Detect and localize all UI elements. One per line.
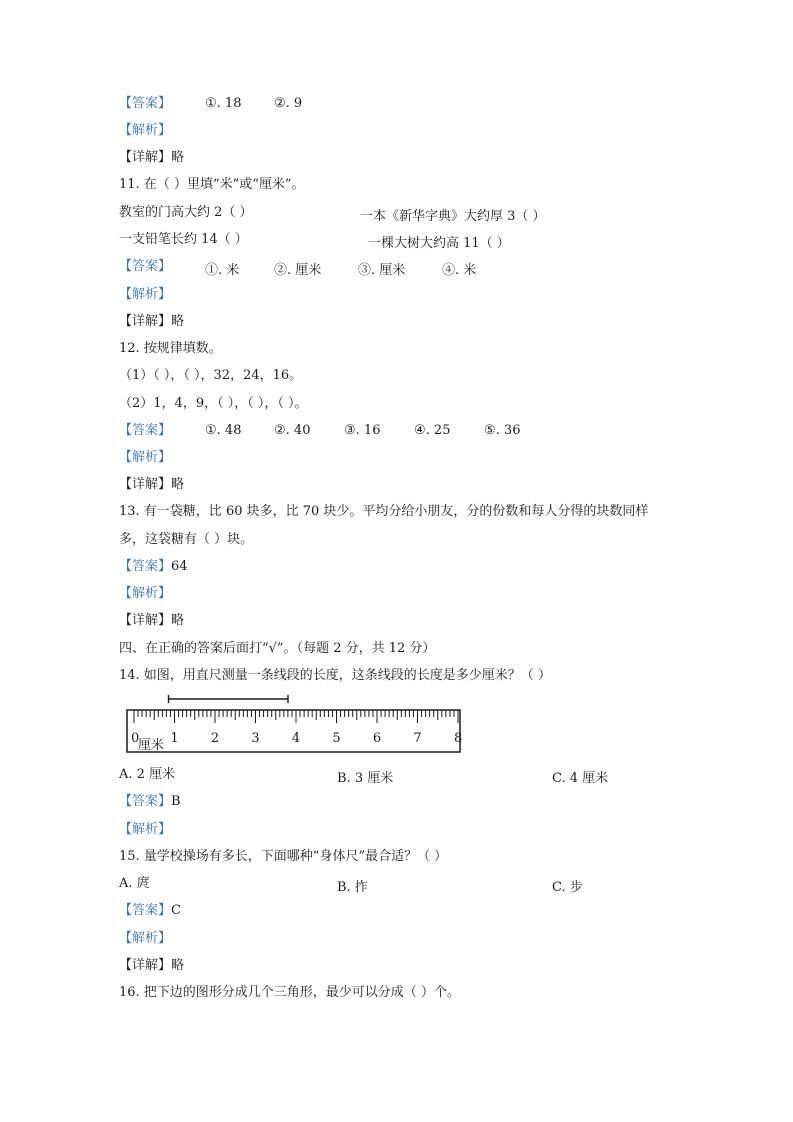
q12-stem: 12. 按规律填数。 (119, 341, 222, 356)
q13-answer: 64 (171, 559, 188, 574)
q15-option-a[interactable]: A. 庹 (119, 876, 150, 891)
q13-line2: 多，这袋糖有（ ）块。 (119, 532, 254, 547)
q14-analysis: 【解析】 (119, 822, 172, 837)
q15-answer: C (171, 903, 181, 918)
q11-row1-right: 一本《新华字典》大约厚 3（ ） (360, 209, 546, 224)
q11-analysis: 【解析】 (119, 287, 172, 302)
ruler-unit-label: 厘米 (138, 738, 165, 753)
q10-answer-row (119, 96, 171, 112)
q11-row2-right: 一棵大树大约高 11（ ） (368, 236, 510, 251)
q15-option-c[interactable]: C. 步 (552, 880, 583, 895)
q11-answer-4: ④. 米 (442, 263, 477, 278)
q16-stem: 16. 把下边的图形分成几个三角形，最少可以分成（ ）个。 (119, 985, 460, 1000)
answer-tag: 【答案】 (119, 96, 172, 111)
q10-detail: 【详解】略 (119, 150, 185, 165)
q13-analysis: 【解析】 (119, 586, 172, 601)
q11-answer-2: ②. 厘米 (274, 263, 322, 278)
q14-option-c[interactable]: C. 4 厘米 (552, 771, 609, 786)
q10-analysis: 【解析】 (119, 123, 172, 138)
q14-option-b[interactable]: B. 3 厘米 (337, 771, 394, 786)
q15-detail: 【详解】略 (119, 958, 185, 973)
q12-answer-4: ④. 25 (414, 423, 451, 438)
ruler-label-0: 0 (131, 731, 140, 746)
q12-part2: （2）1，4，9，（ ），（ ），（ ）。 (119, 396, 308, 411)
q15-stem: 15. 量学校操场有多长，下面哪种“身体尺”最合适？（ ） (119, 849, 448, 864)
q10-answer-1: ①. 18 (205, 96, 242, 111)
q12-part1: （1）（ ），（ ），32，24，16。 (119, 368, 303, 383)
ruler-label-8: 8 (454, 731, 463, 746)
ruler-label-2: 2 (210, 731, 220, 746)
ruler-label-4: 4 (291, 731, 301, 746)
q12-answer-row: 【答案】 (119, 423, 172, 438)
q12-detail: 【详解】略 (119, 477, 185, 492)
q13-line1: 13. 有一袋糖，比 60 块多，比 70 块少。平均分给小朋友，分的份数和每人分得的块数同样 (119, 504, 649, 519)
ruler-label-3: 3 (251, 731, 260, 746)
q11-stem: 11. 在（ ）里填“米”或“厘米”。 (119, 177, 305, 192)
ruler-label-6: 6 (372, 731, 382, 746)
q14-answer-row: 【答案】B (119, 794, 181, 809)
q14-option-a[interactable]: A. 2 厘米 (119, 767, 176, 782)
section-4-heading: 四、在正确的答案后面打“√”。（每题 2 分，共 12 分） (119, 641, 436, 656)
q11-answer-3: ③. 厘米 (358, 263, 406, 278)
q12-analysis: 【解析】 (119, 450, 172, 465)
q10-answer-2: ②. 9 (274, 96, 303, 111)
q12-answer-5: ⑤. 36 (484, 423, 521, 438)
q11-detail: 【详解】略 (119, 314, 185, 329)
q13-answer-row: 【答案】64 (119, 559, 188, 574)
q11-answer-1: ①. 米 (205, 263, 240, 278)
q14-answer: B (171, 794, 181, 809)
ruler-label-5: 5 (332, 731, 341, 746)
q15-answer-row: 【答案】C (119, 903, 181, 918)
ruler-label-1: 1 (170, 731, 179, 746)
q11-row1-left: 教室的门高大约 2（ ） (119, 205, 253, 220)
ruler-figure (124, 695, 464, 757)
q12-answer-2: ②. 40 (274, 423, 311, 438)
measured-segment (169, 695, 289, 703)
q12-answer-3: ③. 16 (344, 423, 381, 438)
q14-stem: 14. 如图，用直尺测量一条线段的长度，这条线段的长度是多少厘米？（ ） (119, 668, 551, 683)
ruler-label-7: 7 (413, 731, 422, 746)
q11-row2-left: 一支铅笔长约 14（ ） (119, 232, 248, 247)
q11-answer-row: 【答案】 (119, 259, 172, 274)
q12-answer-1: ①. 48 (205, 423, 242, 438)
q13-detail: 【详解】略 (119, 613, 185, 628)
q15-option-b[interactable]: B. 拃 (337, 880, 368, 895)
q15-analysis: 【解析】 (119, 931, 172, 946)
